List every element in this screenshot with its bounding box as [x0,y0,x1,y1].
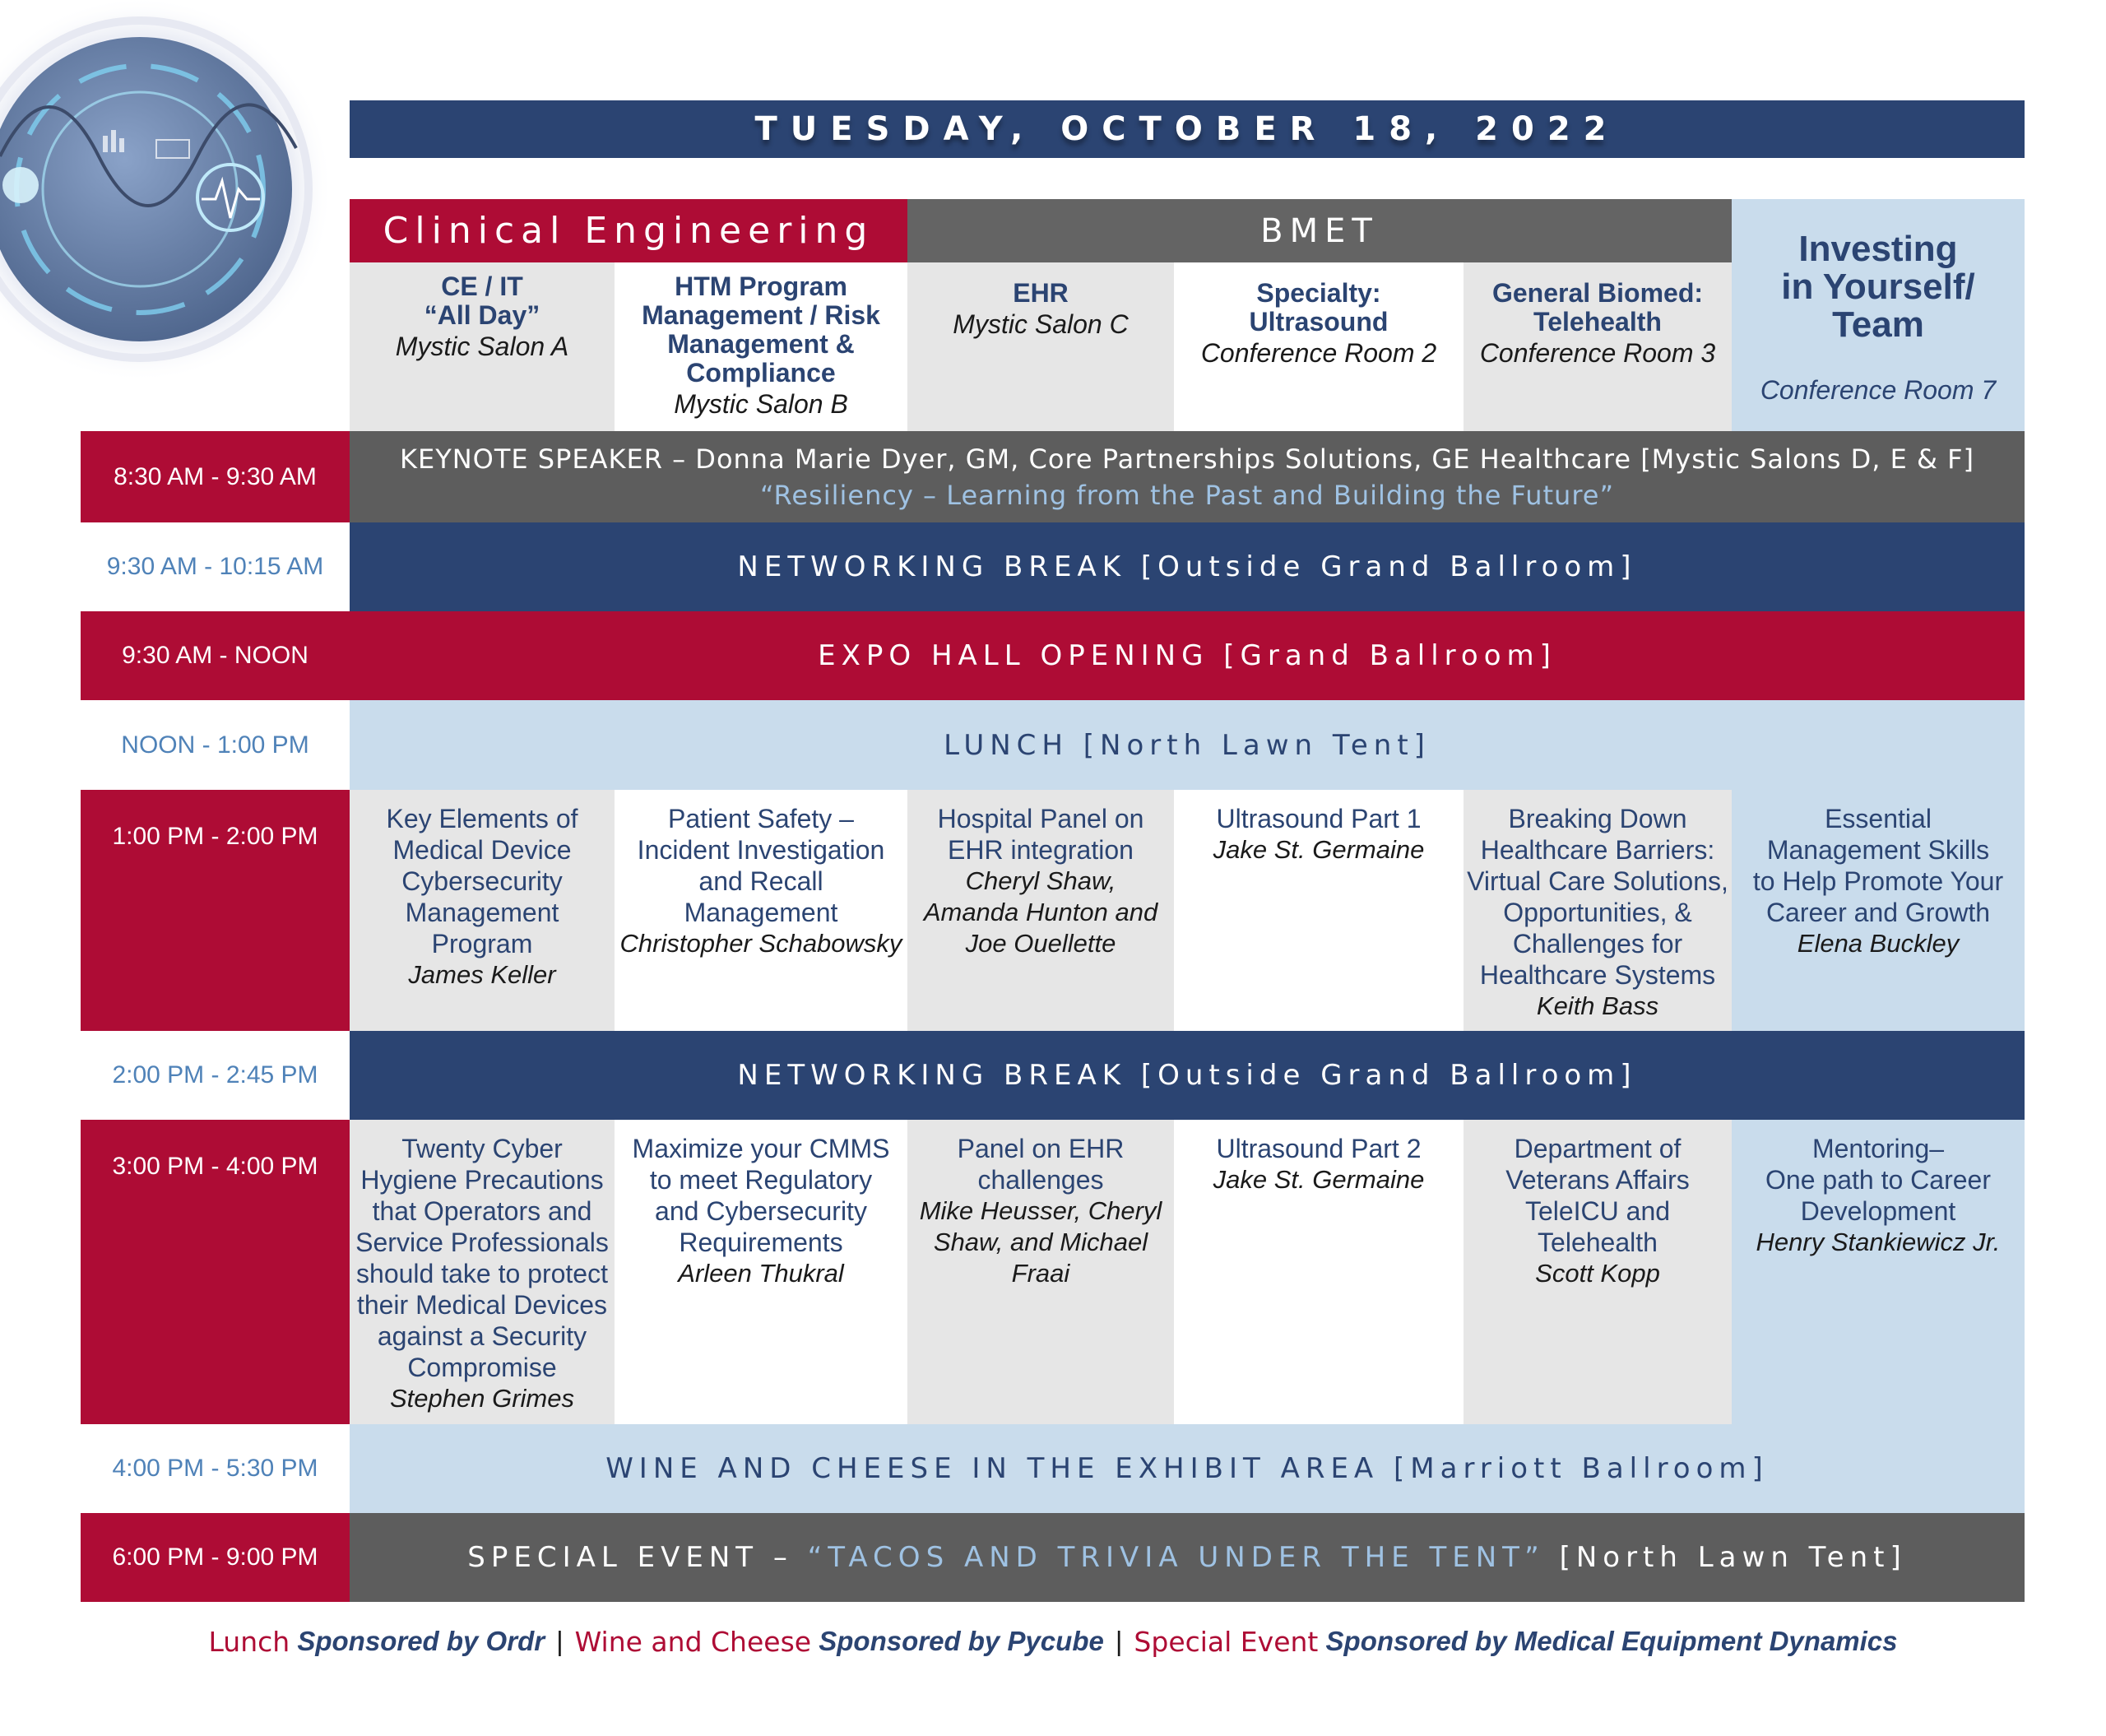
column-room: Conference Room 3 [1479,338,1716,368]
footer-special: Special Event [1134,1625,1319,1658]
column-room: Conference Room 7 [1760,375,1997,405]
session-title: Ultrasound Part 2 [1216,1134,1422,1163]
networking-break-band: NETWORKING BREAK [Outside Grand Ballroom] [350,522,2025,611]
special-event-band [350,1513,2025,1602]
session-cell [350,790,615,1031]
session-title: Department of Veterans Affairs TeleICU and Telehealth [1505,1134,1690,1257]
column-title: CE / IT “All Day” [424,272,540,330]
keynote-speaker: KEYNOTE SPEAKER – Donna Marie Dyer, GM, Core Partnerships Solutions, GE Healthcare [Mystic Salons D, E & F] [399,443,1974,475]
special-event-location: [North Lawn Tent] [1544,1541,1907,1574]
session-title: Twenty Cyber Hygiene Precautions that Operators and Service Professionals should take to protect their Medical Devices against a Security Compromise [355,1134,609,1382]
track-header-clinical-engineering: Clinical Engineering [350,199,907,262]
session-title: Essential Management Skills to Help Promote Your Career and Growth [1752,804,2004,927]
column-header-ce-it [350,262,615,431]
column-room: Mystic Salon C [953,309,1129,339]
column-title: EHR [1013,278,1069,308]
footer-lunch-sponsor: Sponsored by Ordr [297,1626,545,1656]
column-room: Mystic Salon A [395,332,569,361]
session-title: Maximize your CMMS to meet Regulatory and Cybersecurity Requirements [632,1134,890,1257]
column-header-telehealth [1464,262,1732,431]
session-title: Breaking Down Healthcare Barriers: Virtual Care Solutions, Opportunities, & Challenges for Healthcare Systems [1467,804,1728,990]
column-title: General Biomed: Telehealth [1491,278,1704,337]
column-header-investing [1732,199,2025,431]
time-slot-keynote: 8:30 AM - 9:30 AM [81,431,350,522]
column-room: Mystic Salon B [674,389,848,419]
keynote-band [350,431,2025,522]
sponsor-footer [0,1617,2106,1666]
time-slot-expo: 9:30 AM - NOON [81,611,350,700]
column-room: Conference Room 2 [1200,338,1437,368]
column-title: HTM Program Management / Risk Management & Compliance [642,272,880,388]
session-speaker: Scott Kopp [1535,1259,1660,1288]
session-title: Patient Safety – Incident Investigation and Recall Management [637,804,885,927]
session-title: Hospital Panel on EHR integration [937,804,1144,865]
footer-wine: Wine and Cheese [574,1625,812,1658]
session-cell [1732,1120,2025,1424]
column-title: Specialty: Ultrasound [1249,278,1389,337]
footer-lunch: Lunch [208,1625,290,1658]
expo-hall-band: EXPO HALL OPENING [Grand Ballroom] [350,611,2025,700]
session-speaker: James Keller [408,960,556,989]
session-speaker: Jake St. Germaine [1213,1165,1425,1194]
column-header-ehr [907,262,1174,431]
session-cell [1732,790,2025,1031]
lunch-band: LUNCH [North Lawn Tent] [350,700,2025,790]
session-cell [907,1120,1174,1424]
session-speaker: Keith Bass [1536,991,1659,1020]
session-speaker: Mike Heusser, Cheryl Shaw, and Michael Fraai [919,1196,1162,1288]
session-speaker: Christopher Schabowsky [619,929,902,958]
time-slot-special: 6:00 PM - 9:00 PM [81,1513,350,1602]
session-speaker: Jake St. Germaine [1213,835,1425,864]
footer-special-sponsor: Sponsored by Medical Equipment Dynamics [1325,1626,1898,1656]
session-cell [615,1120,907,1424]
session-speaker: Henry Stankiewicz Jr. [1756,1228,2001,1256]
footer-separator: | [556,1626,564,1656]
session-speaker: Arleen Thukral [678,1259,844,1288]
session-title: Ultrasound Part 1 [1216,804,1422,833]
session-speaker: Stephen Grimes [390,1384,574,1413]
session-cell [615,790,907,1031]
column-header-htm-program [615,262,907,431]
keynote-title: “Resiliency – Learning from the Past and Building the Future” [759,479,1615,511]
time-slot-lunch: NOON - 1:00 PM [121,731,309,759]
session-cell [1464,1120,1732,1424]
special-event-quote: “TACOS AND TRIVIA UNDER THE TENT” [807,1541,1545,1574]
session-title: Mentoring– One path to Career Development [1765,1134,1991,1226]
footer-separator: | [1115,1626,1123,1656]
session-cell [1174,1120,1464,1424]
time-slot-break-2: 2:00 PM - 2:45 PM [112,1061,318,1088]
time-slot-block-2: 3:00 PM - 4:00 PM [81,1120,350,1424]
special-event-prefix: SPECIAL EVENT – [467,1541,808,1574]
column-header-ultrasound [1174,262,1464,431]
column-title: Investing in Yourself/ Team [1781,229,1975,345]
session-title: Key Elements of Medical Device Cybersecurity Management Program [386,804,578,959]
date-banner: TUESDAY, OCTOBER 18, 2022 [350,100,2025,158]
time-slot-block-1: 1:00 PM - 2:00 PM [81,790,350,1031]
time-slot-break-1: 9:30 AM - 10:15 AM [106,553,324,580]
session-title: Panel on EHR challenges [957,1134,1125,1195]
time-slot-wine: 4:00 PM - 5:30 PM [112,1455,318,1482]
networking-break-band: NETWORKING BREAK [Outside Grand Ballroom] [350,1031,2025,1120]
wine-and-cheese-band: WINE AND CHEESE IN THE EXHIBIT AREA [Marriott Ballroom] [350,1424,2025,1513]
tech-circle-graphic [0,0,337,411]
session-cell [907,790,1174,1031]
track-header-bmet: BMET [907,199,1732,262]
session-cell [1174,790,1464,1031]
session-speaker: Cheryl Shaw, Amanda Hunton and Joe Ouellette [923,866,1158,958]
footer-wine-sponsor: Sponsored by Pycube [819,1626,1104,1656]
session-speaker: Elena Buckley [1797,929,1960,958]
session-cell [1464,790,1732,1031]
session-cell [350,1120,615,1424]
